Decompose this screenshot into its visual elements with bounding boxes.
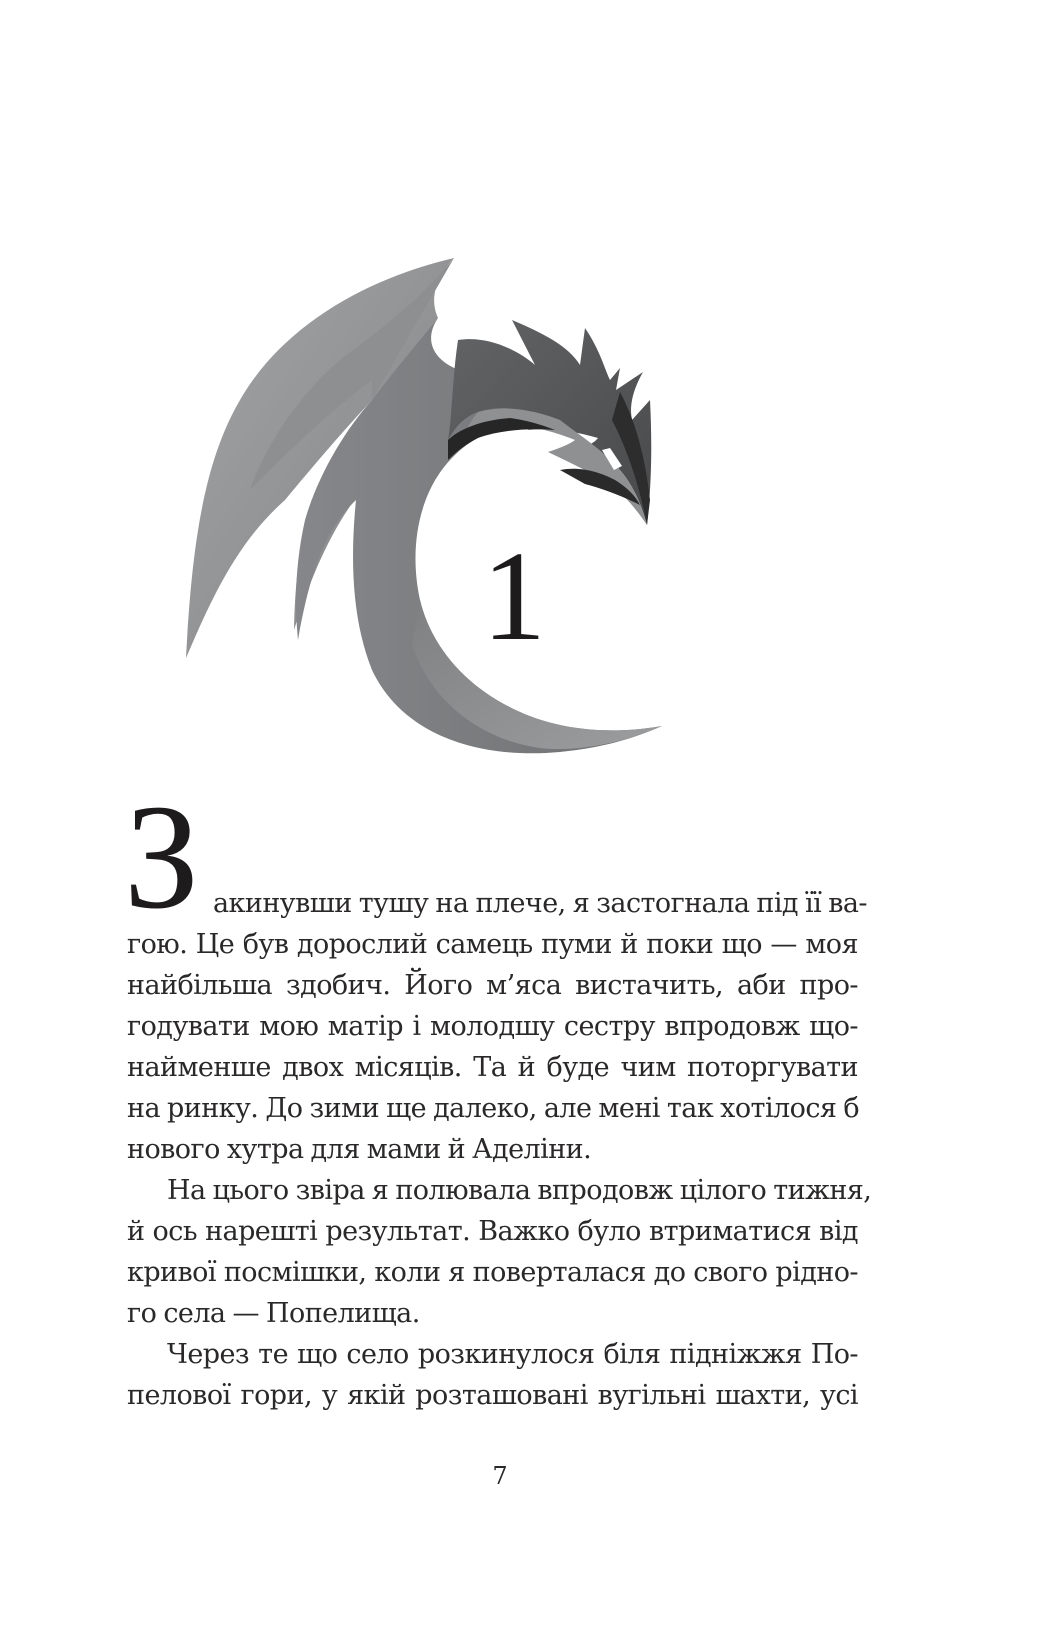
text-line: нового хутра для мами й Аделіни. [127, 1134, 592, 1165]
text-line: пелової гори, у якій розташовані вугільні шахти, усі [127, 1380, 858, 1411]
text-line: найбільша здобич. Його м’яса вистачить, аби про- [127, 970, 858, 1001]
text-line: акинувши тушу на плече, я застогнала під її ва- [213, 888, 868, 919]
text-line: найменше двох місяців. Та й буде чим поторгувати [127, 1052, 858, 1083]
text-line: го села — Попелища. [127, 1298, 420, 1329]
text-line: Через те що село розкинулося біля підніжжя По- [167, 1339, 858, 1370]
chapter-number: 1 [482, 525, 546, 667]
page-number: 7 [492, 1462, 508, 1490]
text-line: годувати мою матір і молодшу сестру впродовж що- [127, 1011, 858, 1042]
dragon-emblem-icon [0, 0, 1040, 800]
text-line: й ось нарешті результат. Важко було втриматися від [127, 1216, 858, 1247]
text-line: на ринку. До зими ще далеко, але мені так хотілося б [127, 1093, 860, 1124]
text-line: кривої посмішки, коли я поверталася до свого рідно- [127, 1257, 858, 1288]
text-line: гою. Це був дорослий самець пуми й поки що — моя [127, 929, 858, 960]
drop-cap: З [124, 774, 200, 940]
text-line: На цього звіра я полювала впродовж цілого тижня, [167, 1175, 872, 1206]
